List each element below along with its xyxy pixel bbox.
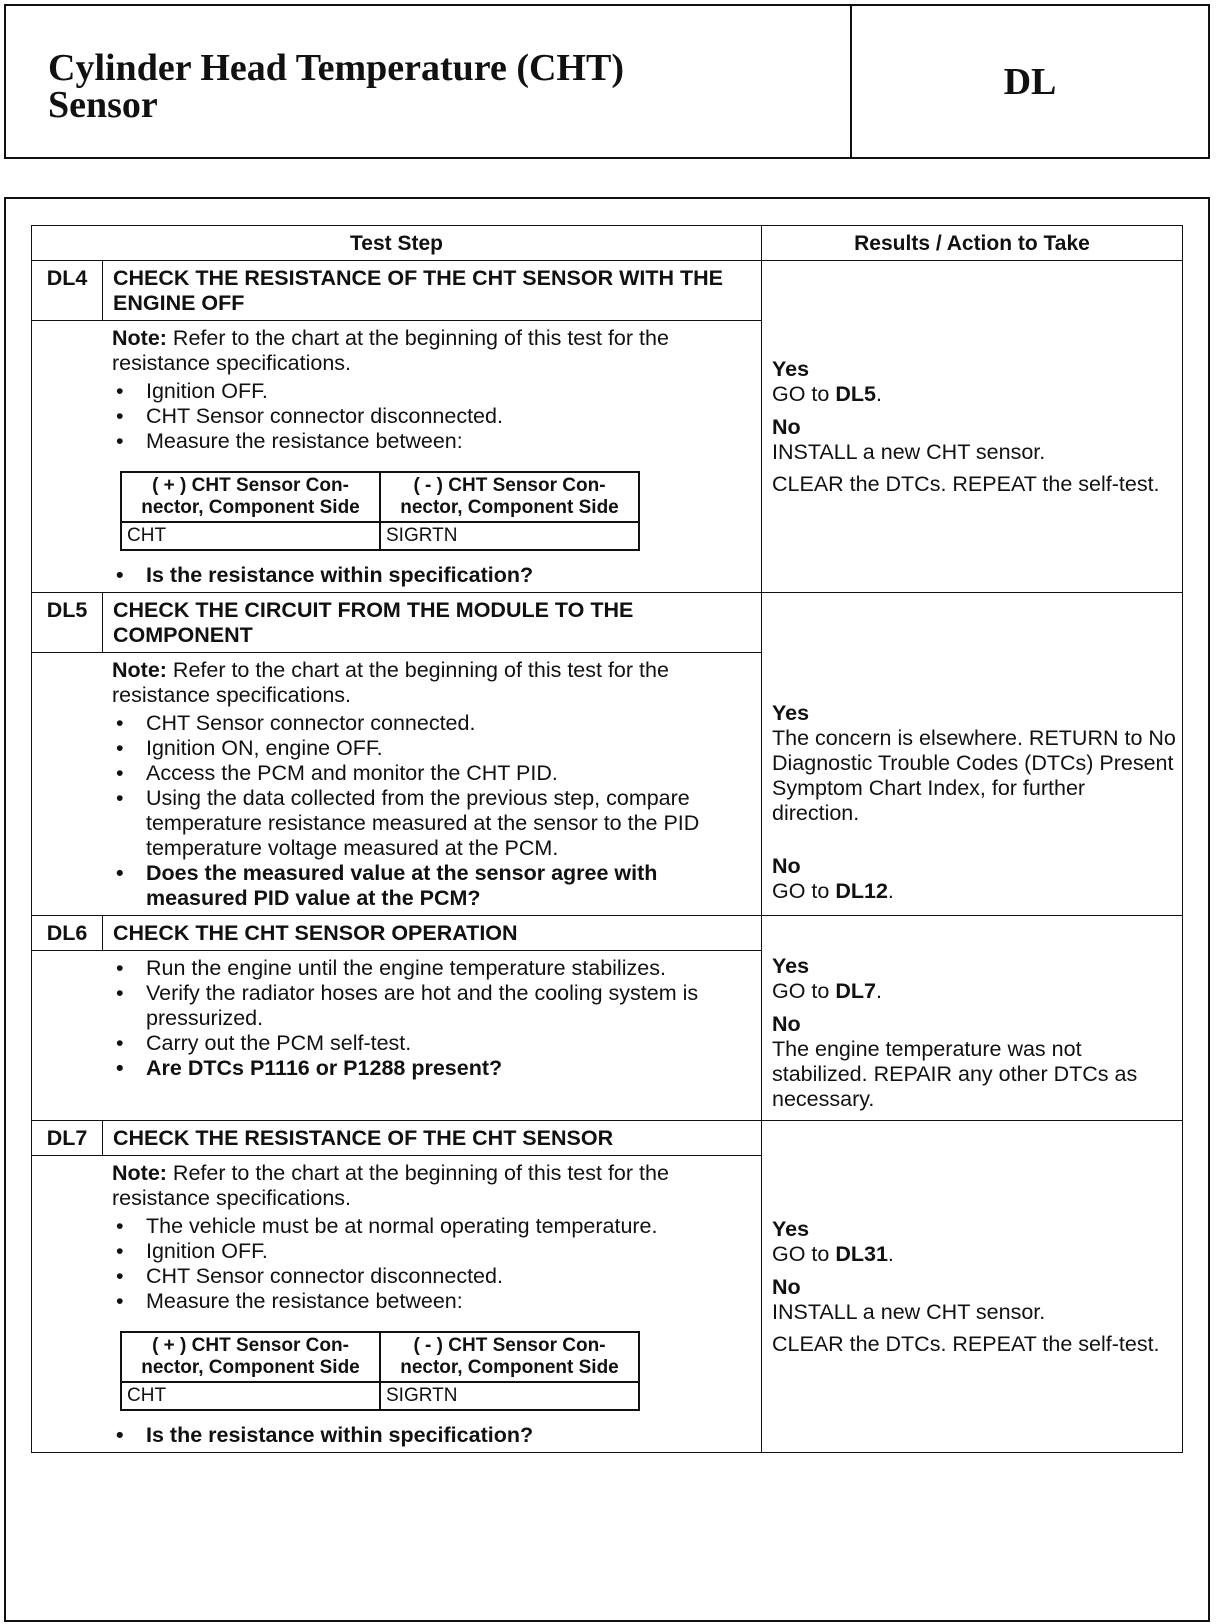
connector-table (120, 1331, 640, 1411)
results-dl6 (762, 916, 1183, 1121)
no-action: The engine temperature was not stabilized. REPAIR any other DTCs as necessary. (772, 1037, 1138, 1111)
step-code-dl6: DL6 (32, 916, 103, 951)
no-action-2: CLEAR the DTCs. REPEAT the self-test. (772, 1331, 1160, 1356)
yes-label: Yes (772, 701, 810, 725)
goto-target: DL5 (835, 381, 876, 406)
bullet: • Ignition ON, engine OFF. (112, 736, 747, 761)
results-dl7 (762, 1121, 1183, 1453)
step-code-dl5: DL5 (32, 593, 103, 653)
no-action-2: CLEAR the DTCs. REPEAT the self-test. (772, 471, 1160, 496)
connector-table (120, 471, 640, 551)
bullet: • Verify the radiator hoses are hot and the cooling system is pressurized. (112, 981, 747, 1031)
col-header-test-step: Test Step (32, 226, 762, 261)
connector-header-negative: ( - ) CHT Sensor Con-nector, Component Side (380, 472, 639, 522)
col-header-results: Results / Action to Take (762, 226, 1183, 261)
connector-value-positive: CHT (121, 1382, 380, 1410)
step-row-dl5-title (32, 593, 1183, 653)
no-label: No (772, 1012, 801, 1036)
bullet: • Carry out the PCM self-test. (112, 1031, 747, 1056)
bullet: • Ignition OFF. (112, 379, 747, 404)
no-label: No (772, 1274, 801, 1299)
step-title-dl6: CHECK THE CHT SENSOR OPERATION (103, 916, 762, 951)
section-code: DL (1003, 60, 1057, 103)
table-header-row (32, 226, 1183, 261)
step-title-dl5: CHECK THE CIRCUIT FROM THE MODULE TO THE COMPONENT (103, 593, 762, 653)
no-label: No (772, 414, 801, 439)
step-row-dl4-title (32, 261, 1183, 321)
yes-action: GO to DL5. (772, 381, 882, 406)
connector-header-negative: ( - ) CHT Sensor Con-nector, Component Side (380, 1332, 639, 1382)
connector-value-negative: SIGRTN (380, 1382, 639, 1410)
yes-label: Yes (772, 954, 810, 978)
question-bullet: • Are DTCs P1116 or P1288 present? (112, 1056, 747, 1081)
note: Note: Refer to the chart at the beginning of this test for the resistance specifications. (112, 1161, 669, 1210)
no-action: INSTALL a new CHT sensor. (772, 439, 1046, 464)
goto-target: DL12 (835, 879, 888, 903)
bullet: • Access the PCM and monitor the CHT PID. (112, 761, 747, 786)
bullet: • Measure the resistance between: (112, 1289, 747, 1314)
goto-target: DL7 (835, 979, 876, 1003)
no-action: GO to DL12. (772, 879, 894, 903)
bullet: • Run the engine until the engine temperature stabilizes. (112, 956, 747, 981)
test-step-table (31, 225, 1183, 1453)
question-bullet: • Does the measured value at the sensor agree with measured PID value at the PCM? (112, 861, 747, 911)
step-row-dl7-title (32, 1121, 1183, 1156)
yes-label: Yes (772, 1216, 810, 1241)
step-body-dl6 (32, 951, 762, 1121)
bullet: • Using the data collected from the previous step, compare temperature resistance measured at the sensor to the PID temperature voltage measured at the PCM. (112, 786, 747, 861)
yes-label: Yes (772, 356, 810, 381)
step-title-dl7: CHECK THE RESISTANCE OF THE CHT SENSOR (103, 1121, 762, 1156)
page-title-line2: Sensor (48, 84, 158, 126)
step-body-dl4 (32, 321, 762, 593)
note: Note: Refer to the chart at the beginning of this test for the resistance specifications. (112, 326, 669, 375)
goto-target: DL31 (835, 1241, 888, 1266)
connector-value-positive: CHT (121, 522, 380, 550)
no-label: No (772, 854, 801, 878)
step-body-dl7 (32, 1156, 762, 1453)
connector-header-positive: ( + ) CHT Sensor Con-nector, Component Side (121, 472, 380, 522)
yes-action: GO to DL7. (772, 979, 882, 1003)
step-code-dl7: DL7 (32, 1121, 103, 1156)
page-title-line1: Cylinder Head Temperature (CHT) (48, 47, 624, 89)
page-header (4, 4, 1210, 159)
bullet: • CHT Sensor connector connected. (112, 711, 747, 736)
bullet: • CHT Sensor connector disconnected. (112, 1264, 747, 1289)
question-bullet: • Is the resistance within specification? (112, 563, 747, 588)
note: Note: Refer to the chart at the beginning of this test for the resistance specifications. (112, 658, 669, 707)
step-row-dl6-title (32, 916, 1183, 951)
bullet: • The vehicle must be at normal operating temperature. (112, 1214, 747, 1239)
connector-header-positive: ( + ) CHT Sensor Con-nector, Component Side (121, 1332, 380, 1382)
bullet: • Ignition OFF. (112, 1239, 747, 1264)
yes-action: The concern is elsewhere. RETURN to No Diagnostic Trouble Codes (DTCs) Present Symptom Chart Index, for further direction. (772, 726, 1176, 825)
yes-action: GO to DL31. (772, 1241, 894, 1266)
step-code-dl4: DL4 (32, 261, 103, 321)
bullet: • CHT Sensor connector disconnected. (112, 404, 747, 429)
step-body-dl5 (32, 653, 762, 916)
connector-value-negative: SIGRTN (380, 522, 639, 550)
step-title-dl4: CHECK THE RESISTANCE OF THE CHT SENSOR WITH THE ENGINE OFF (103, 261, 762, 321)
results-dl4 (762, 261, 1183, 593)
page-title (6, 6, 852, 157)
question-bullet: • Is the resistance within specification? (112, 1423, 747, 1448)
results-dl5 (762, 593, 1183, 916)
no-action: INSTALL a new CHT sensor. (772, 1299, 1046, 1324)
bullet: • Measure the resistance between: (112, 429, 747, 454)
